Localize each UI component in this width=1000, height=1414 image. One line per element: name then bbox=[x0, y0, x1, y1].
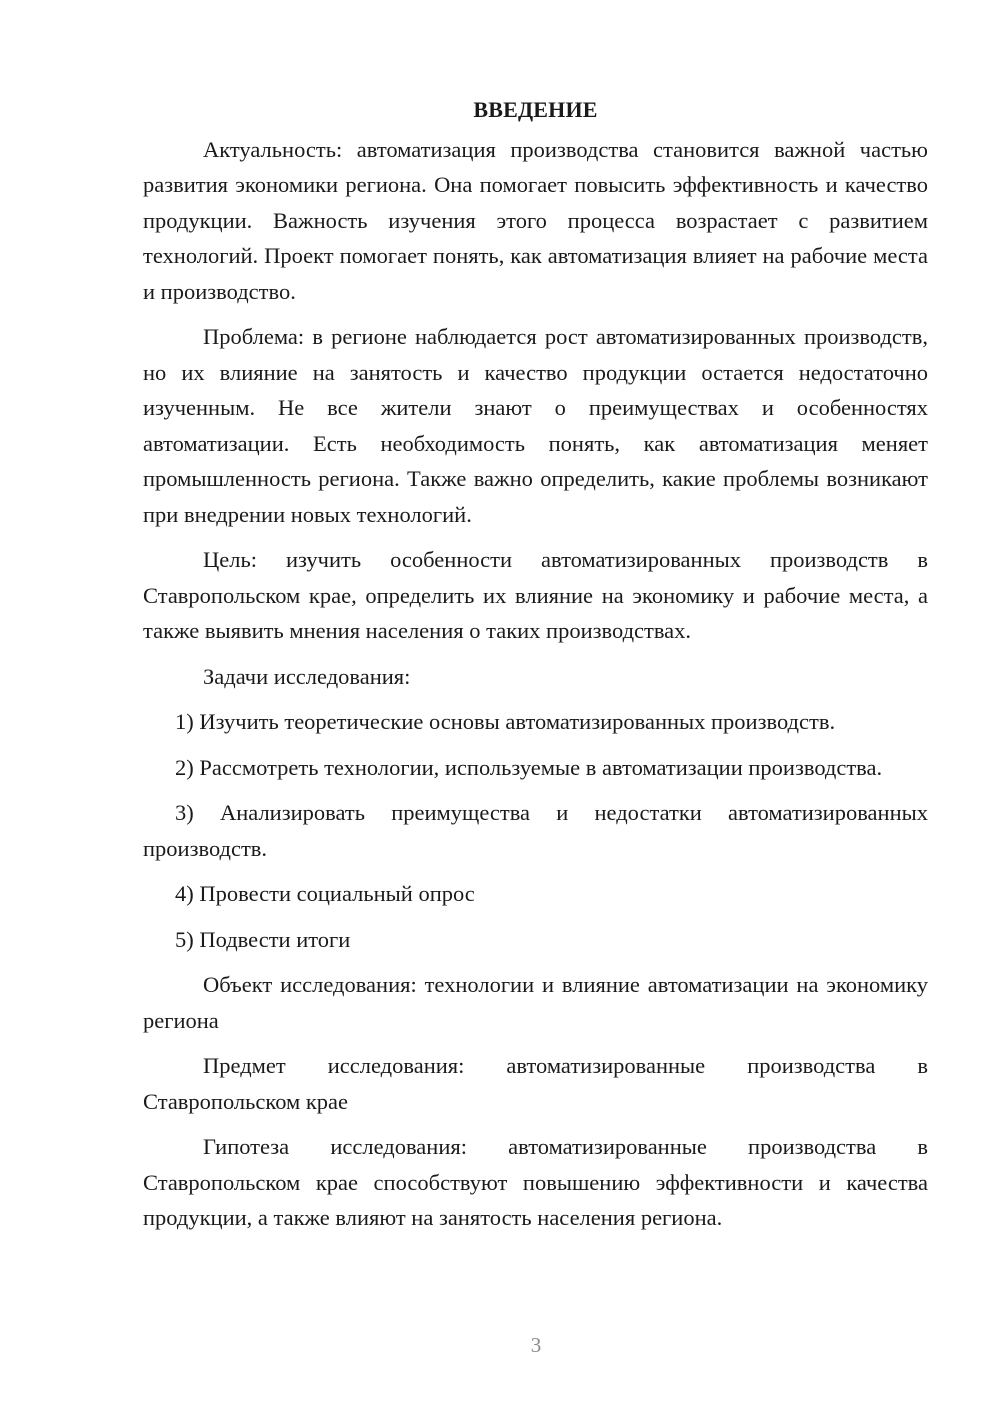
paragraph-subject: Предмет исследования: автоматизированные производства в Ставропольском крае bbox=[143, 1053, 928, 1114]
paragraph-hypothesis: Гипотеза исследования: автоматизированные производства в Ставропольском крае способствуют повышению эффективности и качества продукции, а также влияют на занятость населения региона. bbox=[143, 1134, 928, 1230]
task-item-3: 3) Анализировать преимущества и недостатки автоматизированных производств. bbox=[143, 800, 928, 861]
paragraph-problem: Проблема: в регионе наблюдается рост автоматизированных производств, но их влияние на занятость и качество продукции остается недостаточно изученным. Не все жители знают о преимуществах и особенностях автоматизации. Есть необходимость понять, как автоматизация меняет промышленность региона. Также важно определить, какие проблемы возникают при внедрении новых технологий. bbox=[143, 324, 928, 527]
task-item-4: 4) Провести социальный опрос bbox=[175, 881, 475, 906]
task-item-5: 5) Подвести итоги bbox=[175, 926, 351, 952]
page-number: 3 bbox=[530, 1333, 542, 1357]
task-item-2: 2) Рассмотреть технологии, используемые в автоматизации производства. bbox=[175, 754, 883, 780]
tasks-heading: Задачи исследования: bbox=[203, 663, 411, 689]
paragraph-object: Объект исследования: технологии и влияние автоматизации на экономику региона bbox=[143, 972, 928, 1033]
paragraph-goal: Цель: изучить особенности автоматизированных производств в Ставропольском крае, определить их влияние на экономику и рабочие места, а также выявить мнения населения о таких производствах. bbox=[143, 547, 928, 643]
task-item-1: 1) Изучить теоретические основы автоматизированных производств. bbox=[175, 709, 836, 734]
paragraph-relevance: Актуальность: автоматизация производства становится важной частью развития экономики региона. Она помогает повысить эффективность и качество продукции. Важность изучения этого процесса возрастает с развитием технологий. Проект помогает понять, как автоматизация влияет на рабочие места и производство. bbox=[143, 136, 928, 304]
page-content bbox=[143, 92, 928, 1246]
page-title: ВВЕДЕНИЕ bbox=[473, 97, 598, 122]
